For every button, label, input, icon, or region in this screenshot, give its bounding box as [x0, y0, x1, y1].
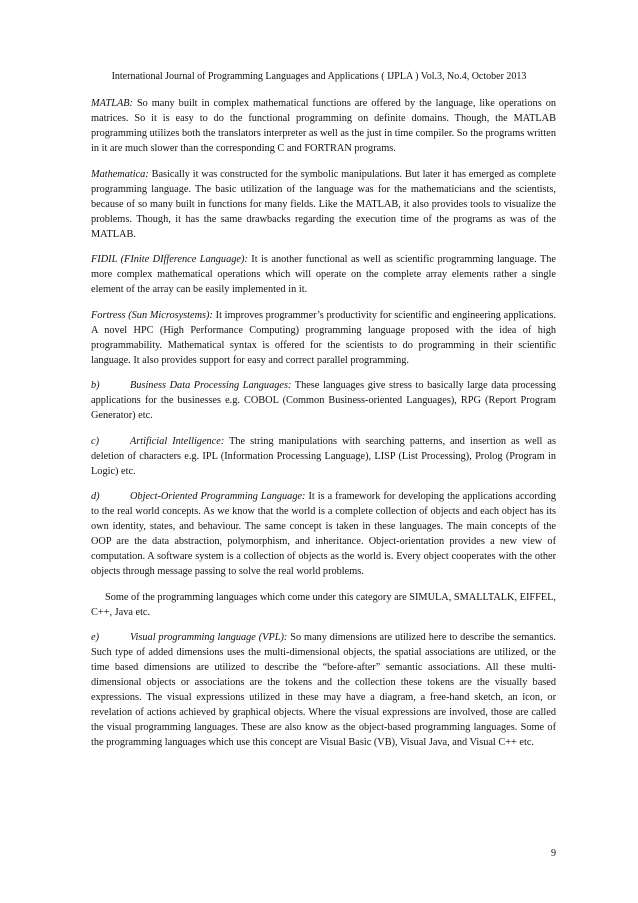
paragraph-label: Artificial Intelligence:	[130, 435, 225, 447]
paragraph-label: Mathematica:	[91, 168, 149, 180]
paragraph-vpl	[91, 630, 556, 750]
page-number: 9	[551, 848, 556, 859]
paragraph-text: It is another functional as well as scientific programming language. The more complex mathematical operations which will operate on the complete array elements rather a single element of the array can be easily implemented in it.	[91, 254, 556, 295]
list-marker: b)	[91, 380, 100, 391]
running-header: International Journal of Programming Languages and Applications ( IJPLA ) Vol.3, No.4, October 2013	[111, 71, 527, 82]
list-marker: c)	[91, 435, 99, 447]
paragraph-matlab	[91, 96, 556, 156]
paragraph-business-data	[91, 378, 556, 423]
paragraph-text: So many dimensions are utilized here to describe the semantics. Such type of added dimensions uses the multi-dimensional objects, the spatial associations are utilized, or the time based dimensions are utilized to describe the “before-after” semantic associations. All these multi-dimensional objects or associations are the tokens and the collection these tokens are the visually based expressions. The visual expressions utilized in these may have a diagram, a free-hand sketch, an icon, or revelation of actions achieved by graphical objects. Where the visual expressions are involved, those are called the visual programming languages. These are also know as the object-based programming languages. Some of the programming languages which use this concept are Visual Basic (VB), Visual Java, and Visual C++ etc.	[91, 632, 556, 748]
body-text	[91, 96, 556, 761]
list-marker: e)	[91, 632, 99, 643]
paragraph-label: Business Data Processing Languages:	[130, 380, 292, 391]
paragraph-fortress	[91, 308, 556, 368]
paragraph-label: Visual programming language (VPL):	[130, 632, 288, 643]
paragraph-text: The string manipulations with searching patterns, and insertion as well as deletion of characters e.g. IPL (Information Processing Language), LISP (List Processing), Prolog (Program in Logic) etc.	[91, 435, 556, 477]
paragraph-label: FIDIL (FInite DIfference Language):	[91, 254, 248, 265]
paragraph-text: These languages give stress to basically large data processing applications for the businesses e.g. COBOL (Common Business-oriented Languages), RPG (Report Program Generator) etc.	[91, 380, 556, 421]
paragraph-text: So many built in complex mathematical functions are offered by the language, like operations on matrices. So it is easy to do the functional programming on definite domains. Though, the MATLAB programming utilizes both the translators interpreter as well as the just in time compiler. So the programs written in it are much slower than the corresponding C and FORTRAN programs.	[91, 98, 556, 154]
paragraph-label: Object-Oriented Programming Language:	[130, 491, 306, 502]
paragraph-oop-examples	[91, 590, 556, 620]
paragraph-text: Basically it was constructed for the symbolic manipulations. But later it has emerged as complete programming language. The basic utilization of the language was for the mathematicians and the scientists, because of so many built in functions for many fields. Like the MATLAB, it also provides tools to visualize the problems. Though, it has the same drawbacks regarding the execution time of the programs as was of the MATLAB.	[91, 168, 556, 240]
paragraph-mathematica	[91, 167, 556, 242]
paragraph-label: Fortress (Sun Microsystems):	[91, 309, 213, 321]
paragraph-artificial-intelligence	[91, 434, 556, 479]
paragraph-oop	[91, 489, 556, 579]
paragraph-fidil	[91, 252, 556, 297]
list-marker: d)	[91, 491, 100, 502]
paragraph-text: Some of the programming languages which come under this category are SIMULA, SMALLTALK, EIFFEL, C++, Java etc.	[91, 591, 556, 618]
paragraph-text: It is a framework for developing the applications according to the real world concepts. As we know that the world is a complete collection of objects and each object has its own identity, states, and behaviour. The same concept is taken in these languages. The main concepts of the OOP are the data abstraction, polymorphism, and inheritance. Object-orientation provides a new view of computation. A software system is a collection of objects as the world is. Every object cooperates with the other objects through message passing to solve the real world problems.	[91, 491, 556, 577]
paragraph-label: MATLAB:	[91, 98, 133, 109]
paragraph-text: It improves programmer’s productivity for scientific and engineering applications. A novel HPC (High Performance Computing) programming language proposed with the idea of high programmability. Mathematical syntax is offered for the scientists to do programming in their scientific language. It also provides support for easy and correct parallel programming.	[91, 309, 556, 366]
